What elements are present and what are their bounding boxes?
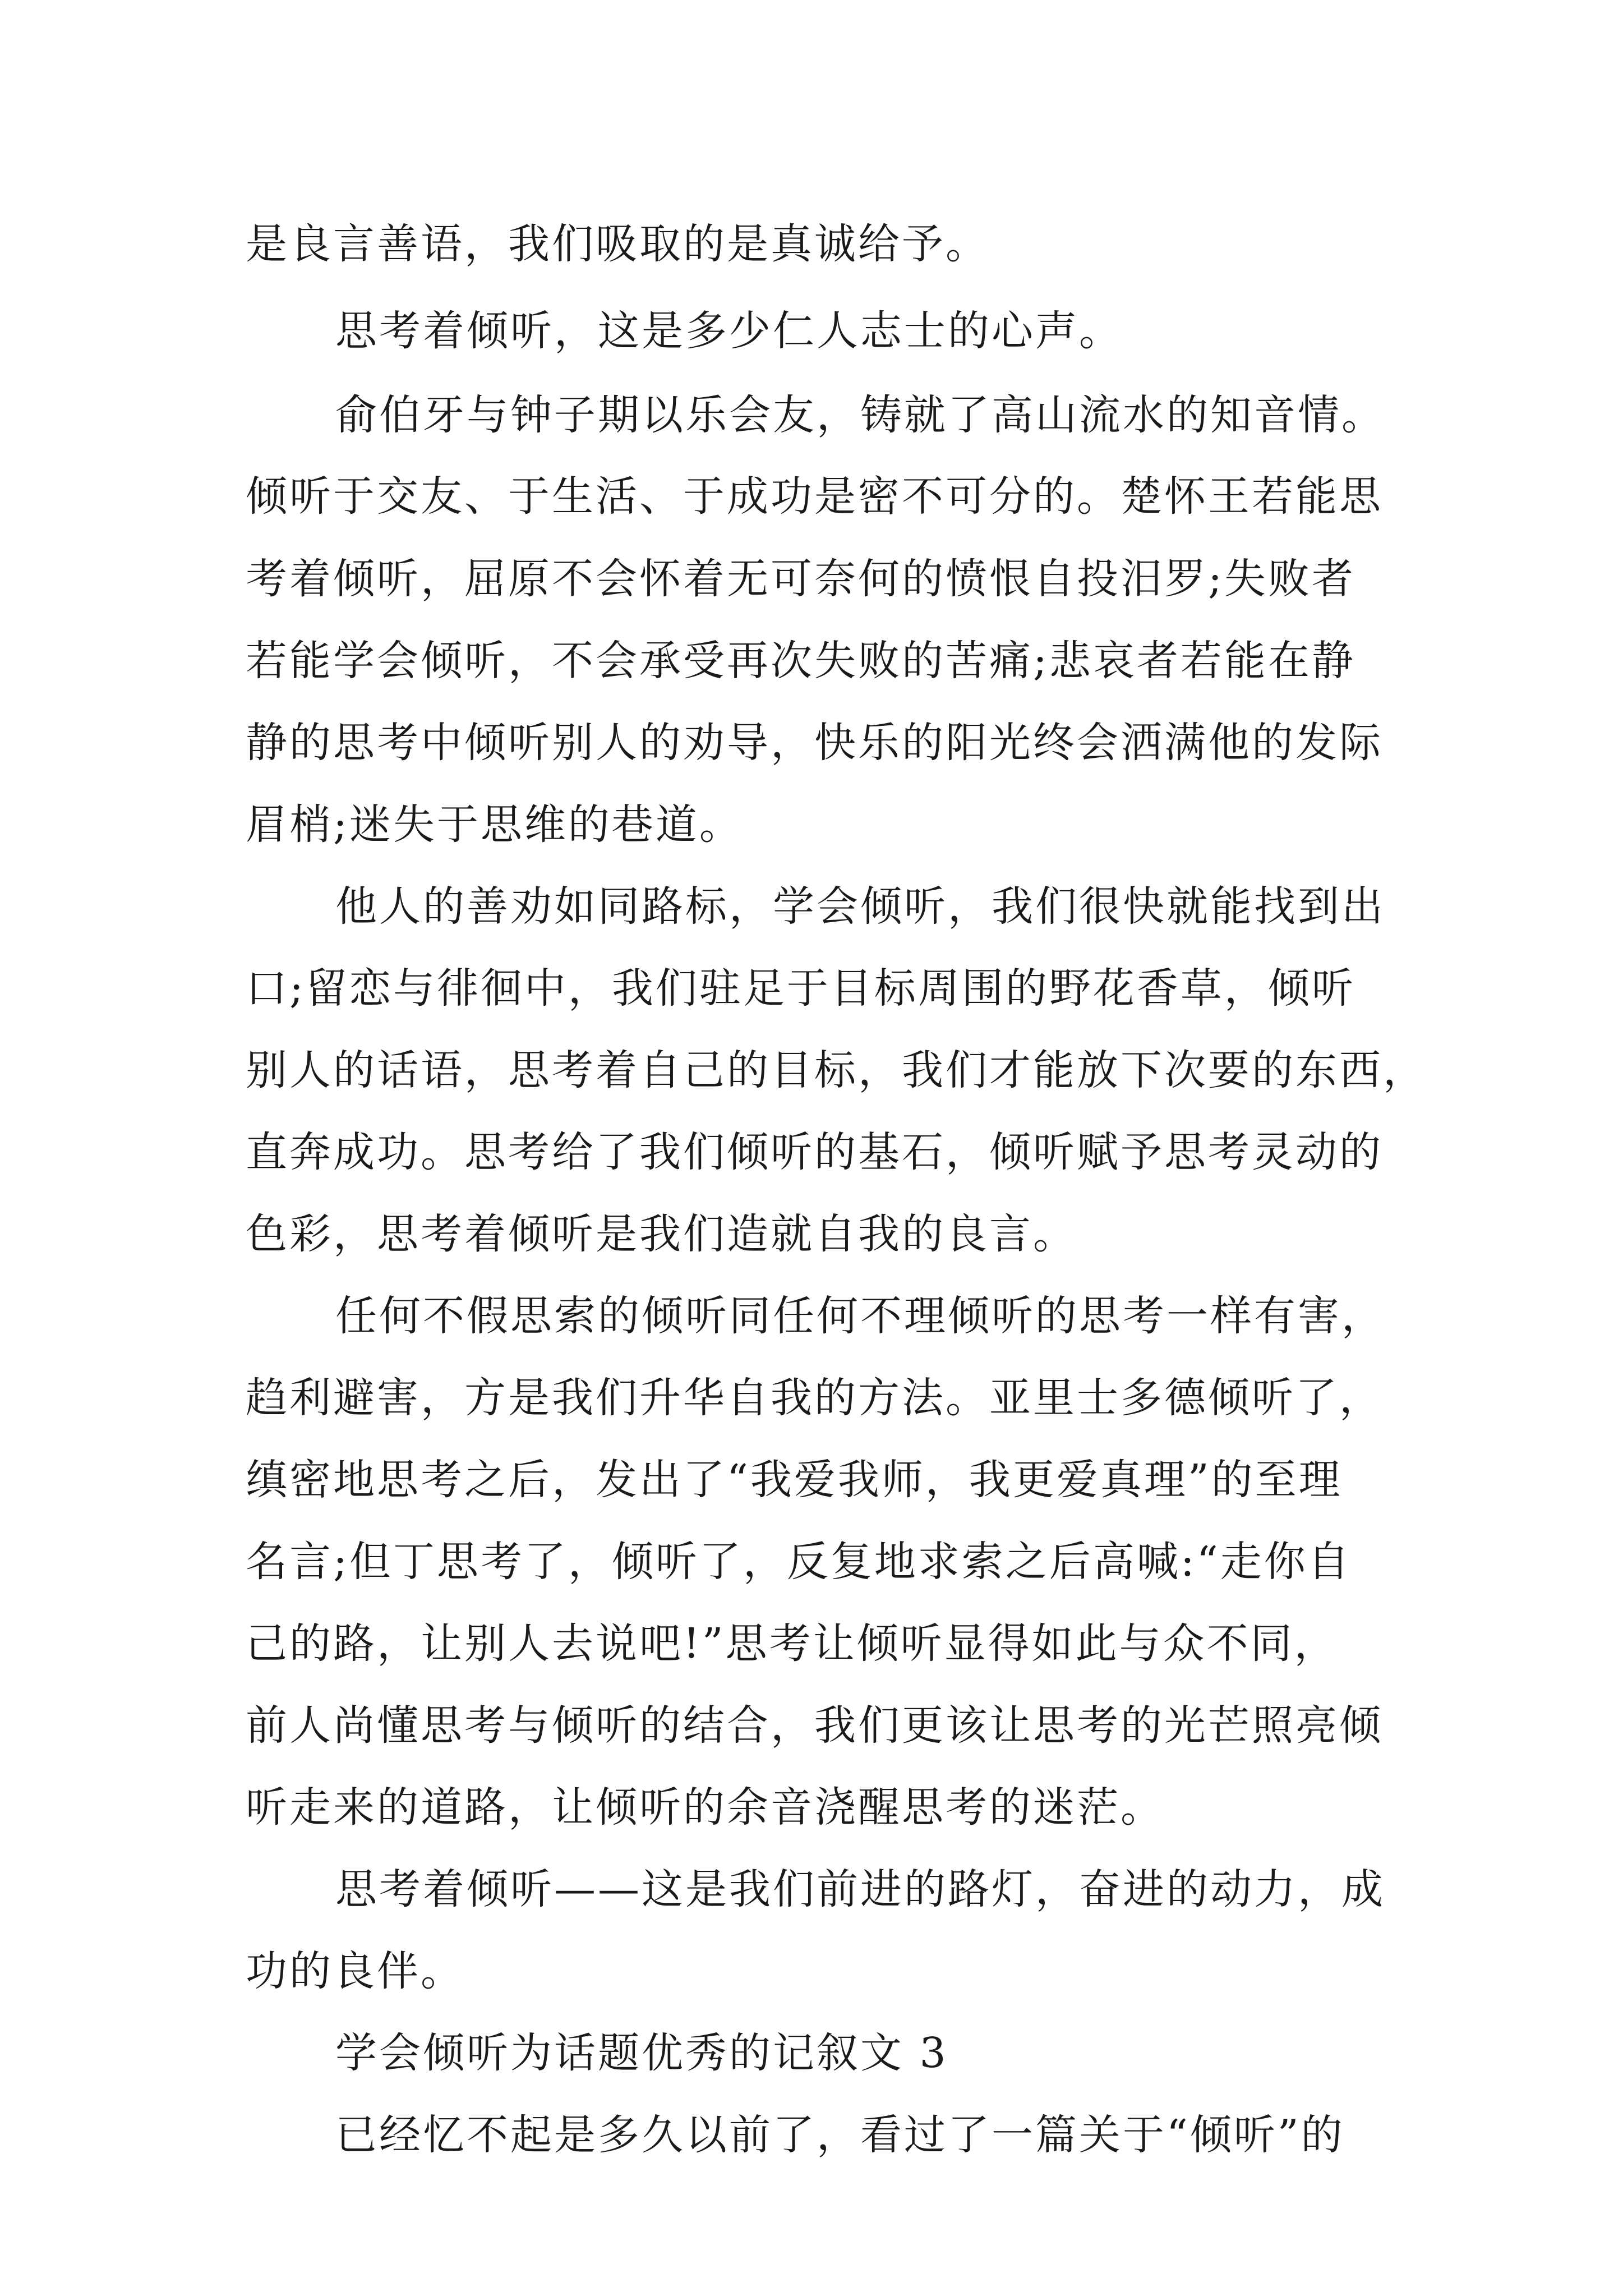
text-line: 倾听于交友、于生活、于成功是密不可分的。楚怀王若能思	[246, 472, 1383, 521]
text-line: 考着倾听，屈原不会怀着无可奈何的愤恨自投汨罗;失败者	[246, 555, 1355, 603]
text-line: 口;留恋与徘徊中，我们驻足于目标周围的野花香草，倾听	[246, 964, 1355, 1013]
text-line: 任何不假思索的倾听同任何不理倾听的思考一样有害，	[335, 1292, 1385, 1340]
text-line: 直奔成功。思考给了我们倾听的基石，倾听赋予思考灵动的	[246, 1128, 1383, 1176]
text-line: 别人的话语，思考着自己的目标，我们才能放下次要的东西，	[246, 1046, 1427, 1094]
text-line: 缜密地思考之后，发出了“我爱我师，我更爱真理”的至理	[246, 1456, 1343, 1504]
text-line: 已经忆不起是多久以前了，看过了一篇关于“倾听”的	[335, 2111, 1345, 2159]
text-line: 是良言善语，我们吸取的是真诚给予。	[246, 220, 989, 268]
text-line: 思考着倾听——这是我们前进的路灯，奋进的动力，成	[335, 1865, 1385, 1913]
section-heading: 学会倾听为话题优秀的记叙文 3	[335, 2029, 948, 2077]
text-line: 他人的善劝如同路标，学会倾听，我们很快就能找到出	[335, 882, 1385, 931]
text-line: 静的思考中倾听别人的劝导，快乐的阳光终会洒满他的发际	[246, 719, 1383, 767]
text-line: 思考着倾听，这是多少仁人志士的心声。	[335, 307, 1123, 355]
text-line: 听走来的道路，让倾听的余音浇醒思考的迷茫。	[246, 1783, 1164, 1832]
text-line: 眉梢;迷失于思维的巷道。	[246, 800, 743, 849]
text-line: 色彩，思考着倾听是我们造就自我的良言。	[246, 1210, 1077, 1258]
text-line: 前人尚懂思考与倾听的结合，我们更该让思考的光芒照亮倾	[246, 1701, 1383, 1750]
text-line: 功的良伴。	[246, 1947, 464, 1995]
text-line: 俞伯牙与钟子期以乐会友，铸就了高山流水的知音情。	[335, 391, 1385, 439]
text-line: 趋利避害，方是我们升华自我的方法。亚里士多德倾听了，	[246, 1374, 1383, 1422]
text-line: 若能学会倾听，不会承受再次失败的苦痛;悲哀者若能在静	[246, 637, 1355, 685]
text-line: 己的路，让别人去说吧!”思考让倾听显得如此与众不同，	[246, 1619, 1338, 1668]
text-line: 名言;但丁思考了，倾听了，反复地求索之后高喊:“走你自	[246, 1538, 1352, 1586]
